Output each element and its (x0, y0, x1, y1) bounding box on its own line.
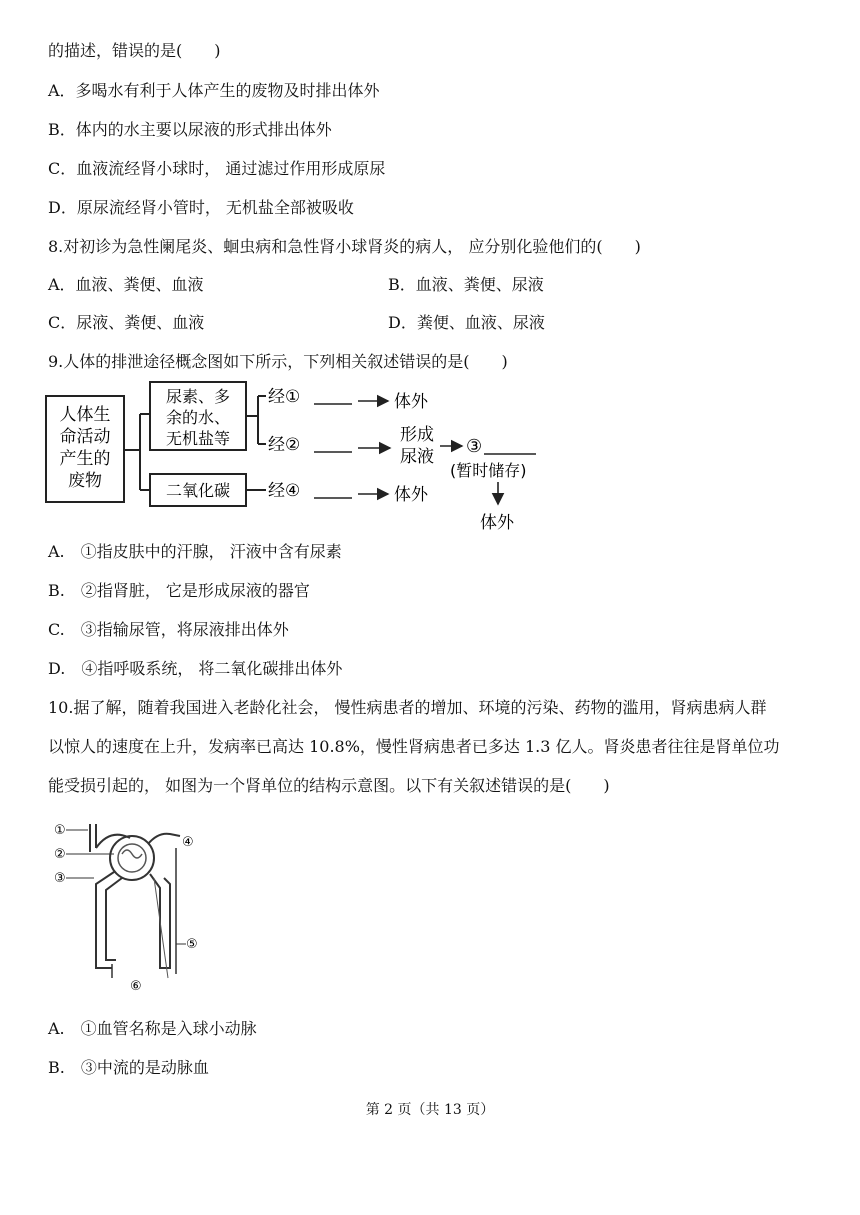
store-number: ③ (466, 436, 483, 457)
q9-option-d: D. ④指呼吸系统， 将二氧化碳排出体外 (48, 659, 343, 678)
label-1: ① (54, 823, 66, 838)
source-line-3: 产生的 (59, 449, 111, 469)
group1-line-2: 余的水、 (165, 408, 231, 427)
q7-option-a: A．多喝水有利于人体产生的废物及时排出体外 (48, 81, 380, 100)
group1-line-3: 无机盐等 (165, 429, 231, 448)
label-4: ④ (182, 835, 194, 850)
label-3: ③ (54, 871, 66, 886)
out2-label: 体外 (480, 513, 514, 533)
q8-option-d: D．粪便、血液、尿液 (388, 313, 545, 332)
q7-option-d: D．原尿流经肾小管时， 无机盐全部被吸收 (48, 198, 354, 217)
q7-stem-continuation: 的描述，错误的是( ) (48, 41, 221, 60)
source-line-2: 命活动 (59, 427, 111, 447)
label-2: ② (54, 847, 66, 862)
group1-line-1: 尿素、多 (165, 387, 231, 406)
q10-stem-line-2: 以惊人的速度在上升，发病率已高达 10.8%，慢性肾病患者已多达 1.3 亿人。肾炎患者往往是肾单位功 (48, 737, 780, 756)
co2-label: 二氧化碳 (165, 481, 231, 500)
q10-option-a: A. ①血管名称是入球小动脉 (48, 1019, 257, 1038)
q10-option-b: B. ③中流的是动脉血 (48, 1058, 209, 1077)
q9-option-a: A. ①指皮肤中的汗腺， 汗液中含有尿素 (48, 542, 342, 561)
path2-label: 经② (268, 435, 301, 455)
page-footer: 第 2 页（共 13 页） (365, 1102, 495, 1118)
source-line-4: 废物 (68, 471, 102, 491)
q9-option-b: B. ②指肾脏， 它是形成尿液的器官 (48, 581, 310, 600)
q10-stem-line-1: 10.据了解，随着我国进入老龄化社会， 慢性病患者的增加、环境的污染、药物的滥用，肾病患病人群 (48, 698, 767, 717)
q8-option-b: B．血液、粪便、尿液 (388, 275, 544, 294)
q9-option-c: C. ③指输尿管，将尿液排出体外 (48, 620, 289, 639)
label-5: ⑤ (186, 937, 198, 952)
out3-label: 体外 (394, 485, 428, 505)
source-line-1: 人体生 (59, 405, 111, 425)
label-6: ⑥ (130, 979, 142, 994)
capsule (110, 836, 154, 880)
q8-stem: 8.对初诊为急性阑尾炎、蛔虫病和急性肾小球肾炎的病人， 应分别化验他们的( ) (48, 237, 641, 256)
excretion-concept-map (44, 380, 564, 536)
q10-stem-line-3: 能受损引起的， 如图为一个肾单位的结构示意图。以下有关叙述错误的是( ) (48, 776, 610, 795)
q8-option-c: C．尿液、粪便、血液 (48, 313, 205, 332)
q7-option-b: B．体内的水主要以尿液的形式排出体外 (48, 120, 332, 139)
path1-label: 经① (268, 387, 301, 407)
q7-option-c: C．血液流经肾小球时， 通过滤过作用形成原尿 (48, 159, 386, 178)
q8-option-a: A．血液、粪便、血液 (48, 275, 204, 294)
out1-label: 体外 (394, 392, 428, 412)
store-note: (暂时储存) (450, 461, 527, 480)
form-line-2: 尿液 (400, 447, 434, 467)
path4-label: 经④ (268, 481, 301, 501)
q9-stem: 9.人体的排泄途径概念图如下所示，下列相关叙述错误的是( ) (48, 352, 508, 371)
nephron-diagram (52, 818, 216, 998)
form-line-1: 形成 (400, 425, 434, 445)
